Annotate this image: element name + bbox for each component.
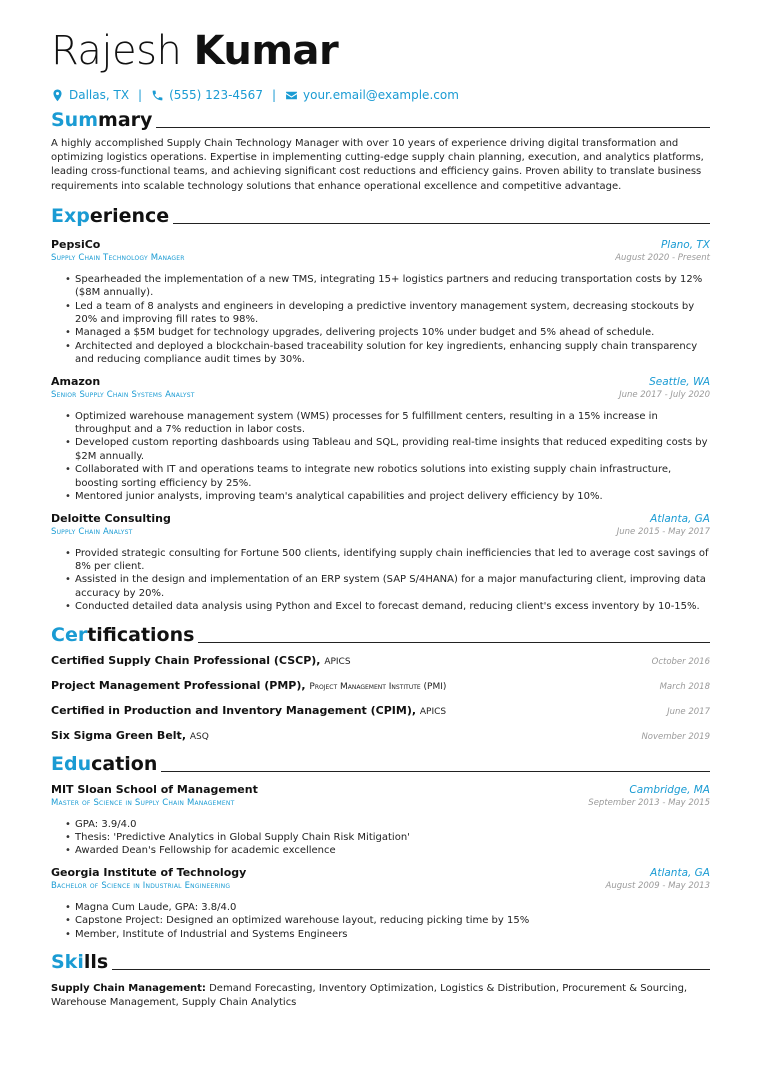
section-divider (161, 771, 710, 772)
certification-date: October 2016 (651, 656, 710, 667)
certification-name: Certified in Production and Inventory Management (CPIM) (51, 703, 412, 717)
job-location: Seattle, WA (649, 375, 710, 388)
certification-name: Certified Supply Chain Professional (CSCP) (51, 653, 317, 667)
experience-heading (51, 205, 710, 227)
section-title-rest: erience (89, 204, 170, 227)
summary-heading (51, 109, 710, 131)
school-location: Atlanta, GA (650, 866, 710, 879)
list-item: • Capstone Project: Designed an optimized warehouse layout, reducing picking time by 15% (65, 914, 710, 927)
list-item: • Mentored junior analysts, improving team's analytical capabilities and project delivery efficiency by 10%. (65, 490, 710, 503)
entry-header (51, 783, 710, 797)
school-name: MIT Sloan School of Management (51, 782, 258, 796)
list-item: • Spearheaded the implementation of a new TMS, integrating 15+ logistics partners and reducing transportation costs by 12% ($8M annually). (65, 273, 710, 300)
job-location: Plano, TX (660, 238, 710, 251)
education-heading (51, 753, 710, 775)
list-item: • Thesis: 'Predictive Analytics in Global Supply Chain Risk Mitigation' (65, 831, 710, 844)
candidate-name (51, 28, 710, 74)
entry-subheader (51, 880, 710, 892)
list-item: • Awarded Dean's Fellowship for academic excellence (65, 844, 710, 857)
list-item: • Led a team of 8 analysts and engineers in developing a predictive inventory management system, decreasing stockouts by 20% and improving fill rates to 98%. (65, 300, 710, 327)
certification-item (51, 654, 710, 668)
envelope-icon (285, 89, 298, 102)
job-bullets (65, 273, 710, 367)
last-name: Kumar (193, 28, 339, 74)
section-title (51, 951, 108, 973)
skill-list: Demand Forecasting, Inventory Optimization, Logistics & Distribution, Procurement & Sourcing, Warehouse Management, Supply Chain Analytics (51, 982, 688, 1009)
certification-item (51, 679, 710, 693)
job-title: Supply Chain Analyst (51, 526, 133, 537)
contact-separator: | (271, 88, 276, 102)
section-title (51, 109, 152, 131)
email-link[interactable]: your.email@example.com (303, 88, 459, 102)
skill-category: Supply Chain Management: (51, 982, 206, 994)
list-item: • Magna Cum Laude, GPA: 3.8/4.0 (65, 901, 710, 914)
phone-item[interactable] (151, 88, 263, 102)
certification-issuer: Project Management Institute (PMI) (309, 681, 447, 692)
education-entry-georgia-tech (51, 866, 710, 941)
job-bullets (65, 410, 710, 504)
list-item: • Architected and deployed a blockchain-based traceability solution for key ingredients, enhancing supply chain transparency and reducing compliance audit times by 30%. (65, 340, 710, 367)
section-title-accent: Cer (51, 623, 88, 646)
certification-date: March 2018 (659, 681, 710, 692)
entry-header (51, 238, 710, 252)
certification-name: Project Management Professional (PMP) (51, 678, 302, 692)
certification-issuer: APICS (419, 706, 447, 717)
entry-subheader (51, 389, 710, 401)
education-dates: August 2009 - May 2013 (605, 880, 710, 891)
job-dates: June 2017 - July 2020 (619, 389, 710, 400)
experience-entry-deloitte (51, 512, 710, 614)
job-dates: August 2020 - Present (615, 252, 710, 263)
section-title-rest: lls (83, 950, 109, 973)
map-marker-icon (51, 89, 64, 102)
entry-header (51, 866, 710, 880)
section-title (51, 624, 194, 646)
section-divider (156, 127, 710, 128)
certification-name-line: Project Management Professional (PMP), Project Management Institute (PMI) (51, 678, 447, 692)
certification-name-line: Six Sigma Green Belt, ASQ (51, 728, 209, 742)
section-title (51, 205, 169, 227)
list-item: • Assisted in the design and implementation of an ERP system (SAP S/4HANA) for a major manufacturing client, improving data accuracy by 20%. (65, 573, 710, 600)
certifications-heading (51, 624, 710, 646)
education-entry-mit (51, 783, 710, 858)
list-item: • Provided strategic consulting for Fortune 500 clients, identifying supply chain inefficiencies that led to average cost savings of 8% per client. (65, 547, 710, 574)
list-item: • Optimized warehouse management system (WMS) processes for 5 fulfillment centers, resulting in a 15% increase in throughput and a 7% reduction in labor costs. (65, 410, 710, 437)
certification-date: June 2017 (667, 706, 710, 717)
section-title-accent: Ski (51, 950, 84, 973)
list-item: • Managed a $5M budget for technology upgrades, delivering projects 10% under budget and 5% ahead of schedule. (65, 326, 710, 339)
job-title: Senior Supply Chain Systems Analyst (51, 389, 195, 400)
certification-issuer: APICS (324, 656, 351, 667)
entry-subheader (51, 252, 710, 264)
education-bullets (65, 901, 710, 941)
entry-subheader (51, 526, 710, 538)
education-dates: September 2013 - May 2015 (588, 797, 710, 808)
company-name: Deloitte Consulting (51, 511, 171, 525)
certification-issuer: ASQ (189, 731, 209, 742)
job-location: Atlanta, GA (650, 512, 710, 525)
degree: Master of Science in Supply Chain Management (51, 797, 235, 808)
section-title-rest: mary (98, 109, 153, 131)
list-item: • Collaborated with IT and operations teams to integrate new robotics solutions into existing supply chain infrastructure, boosting sorting efficiency by 25%. (65, 463, 710, 490)
certification-item (51, 704, 710, 718)
section-title-accent: Exp (51, 204, 90, 227)
school-name: Georgia Institute of Technology (51, 865, 247, 879)
location-item (51, 88, 129, 102)
phone-text[interactable]: (555) 123-4567 (169, 88, 263, 102)
section-title-rest: cation (91, 752, 158, 775)
entry-header (51, 375, 710, 389)
school-location: Cambridge, MA (629, 783, 710, 796)
job-bullets (65, 547, 710, 614)
list-item: • Member, Institute of Industrial and Systems Engineers (65, 928, 710, 941)
email-item[interactable] (285, 88, 459, 102)
summary-text: A highly accomplished Supply Chain Technology Manager with over 10 years of experience driving digital transformation and optimizing logistics operations. Expertise in implementing cutting-edge supply chain planning, execution, and analytics platforms, leading cross-functional teams, and achieving significant cost reductions and efficiency gains. Proven ability to translate business requirements into scalable technology solutions that enhance operational excellence and competitive advantage. (51, 138, 704, 192)
first-name: Rajesh (51, 28, 182, 74)
entry-subheader (51, 797, 710, 809)
section-divider (198, 642, 710, 643)
section-title-accent: Edu (51, 752, 92, 775)
section-divider (112, 969, 710, 970)
phone-icon (151, 89, 164, 102)
certification-name: Six Sigma Green Belt (51, 728, 182, 742)
company-name: PepsiCo (51, 237, 101, 251)
certification-date: November 2019 (641, 731, 710, 742)
job-title: Supply Chain Technology Manager (51, 252, 185, 263)
certification-name-line: Certified in Production and Inventory Management (CPIM), APICS (51, 703, 447, 717)
education-bullets (65, 818, 710, 858)
list-item: • Developed custom reporting dashboards using Tableau and SQL, providing real-time insights that reduced expediting costs by $2M annually. (65, 436, 710, 463)
section-title-rest: tifications (87, 623, 195, 646)
experience-entry-amazon (51, 375, 710, 504)
skills-text (51, 982, 710, 1010)
contact-separator: | (138, 88, 143, 102)
certification-item (51, 729, 710, 743)
entry-header (51, 512, 710, 526)
location-text: Dallas, TX (69, 88, 130, 102)
list-item: • GPA: 3.9/4.0 (65, 818, 710, 831)
degree: Bachelor of Science in Industrial Engineering (51, 880, 231, 891)
section-title-accent: Sum (51, 109, 99, 131)
contact-bar (51, 87, 710, 103)
experience-entry-pepsico (51, 238, 710, 367)
job-dates: June 2015 - May 2017 (616, 526, 710, 537)
company-name: Amazon (51, 374, 101, 388)
certification-name-line: Certified Supply Chain Professional (CSCP), APICS (51, 653, 351, 667)
skills-heading (51, 951, 710, 973)
section-title (51, 753, 157, 775)
list-item: • Conducted detailed data analysis using Python and Excel to forecast demand, reducing client's excess inventory by 10-15%. (65, 600, 710, 613)
section-divider (173, 223, 710, 224)
